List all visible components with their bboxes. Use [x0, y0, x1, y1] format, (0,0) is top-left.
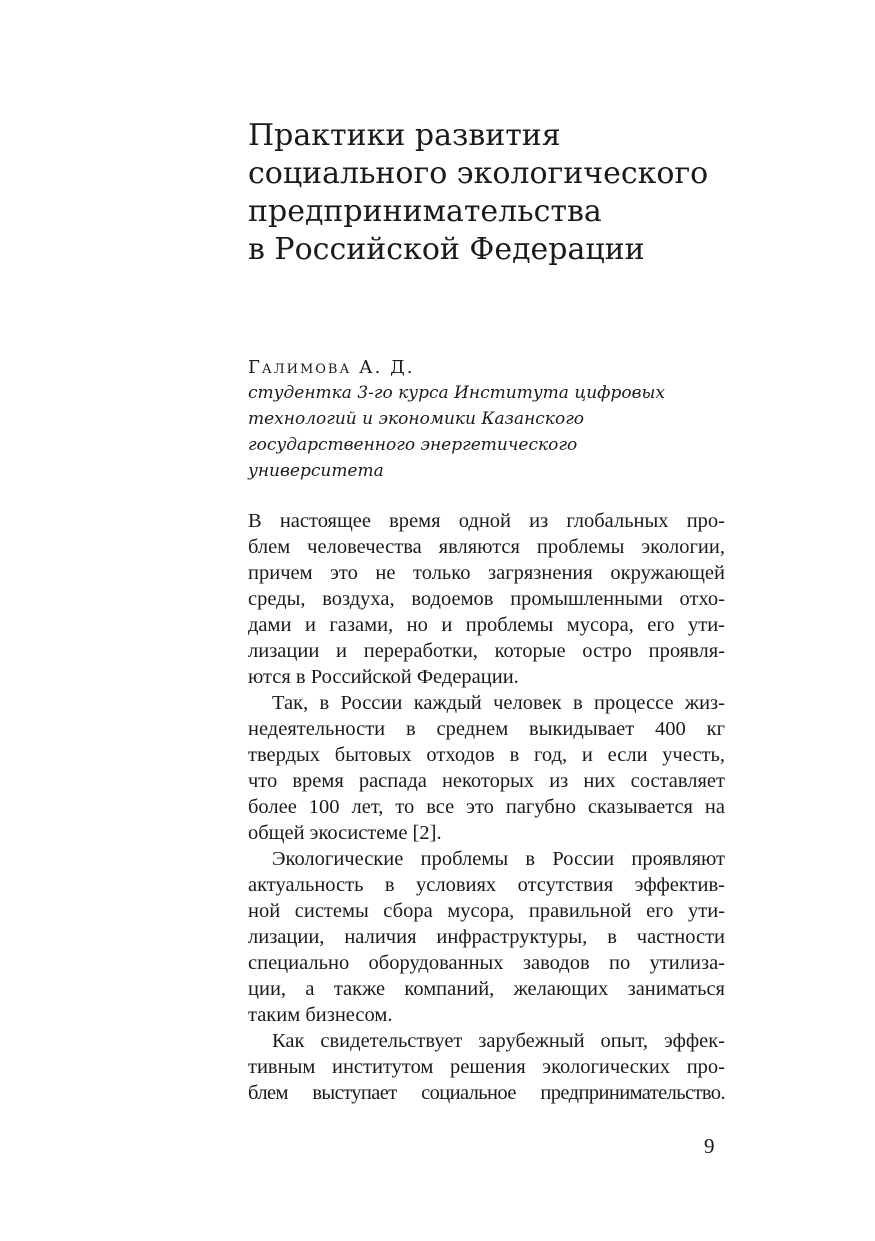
text-line: таким бизнесом. — [248, 1004, 393, 1026]
text-line: среды, воздуха, водоемов промышленными отхо- — [248, 588, 725, 610]
text-line: специально оборудованных заводов по утилиза- — [248, 952, 725, 974]
author-affiliation — [248, 380, 728, 484]
text-line: лизации и переработки, которые остро проявля- — [248, 640, 725, 662]
text-line: недеятельности в среднем выкидывает 400 кг — [248, 718, 725, 740]
text-line: общей экосистеме [2]. — [248, 822, 442, 844]
paragraph-1 — [248, 508, 725, 690]
article-title — [248, 117, 748, 269]
title-line: Практики развития — [248, 118, 561, 153]
text-line: Экологические проблемы в России проявляют — [272, 848, 725, 870]
text-line: Как свидетельствует зарубежный опыт, эффек- — [272, 1030, 725, 1052]
text-line: лизации, наличия инфраструктуры, в частности — [248, 926, 725, 948]
text-line: Так, в России каждый человек в процессе жиз- — [272, 692, 725, 714]
affiliation-line: государственного энергетического — [248, 435, 578, 455]
title-line: в Российской Федерации — [248, 232, 645, 267]
text-line: ной системы сбора мусора, правильной его ути- — [248, 900, 725, 922]
paragraph-2 — [248, 690, 725, 846]
text-line: твердых бытовых отходов в год, и если учесть, — [248, 744, 725, 766]
paragraph-4 — [248, 1028, 725, 1106]
text-line: актуальность в условиях отсутствия эффектив- — [248, 874, 725, 896]
title-line: предпринимательства — [248, 194, 602, 229]
text-line: В настоящее время одной из глобальных про- — [248, 510, 725, 532]
affiliation-line: студентка 3-го курса Института цифровых — [248, 383, 665, 403]
text-line: тивным институтом решения экологических про- — [248, 1056, 725, 1078]
text-line: ции, а также компаний, желающих заниматься — [248, 978, 725, 1000]
text-line: ются в Российской Федерации. — [248, 666, 519, 688]
affiliation-line: университета — [248, 461, 384, 481]
text-line: что время распада некоторых из них составляет — [248, 770, 725, 792]
text-line: причем это не только загрязнения окружающей — [248, 562, 725, 584]
paragraph-3 — [248, 846, 725, 1028]
article-body — [248, 508, 725, 1106]
page-number: 9 — [704, 1134, 715, 1158]
text-line: блем человечества являются проблемы экологии, — [248, 536, 725, 558]
author-name: Галимова А. Д. — [248, 357, 415, 378]
title-line: социального экологического — [248, 156, 709, 191]
text-line: блем выступает социальное предпринимательство. — [248, 1082, 725, 1104]
text-line: дами и газами, но и проблемы мусора, его ути- — [248, 614, 725, 636]
affiliation-line: технологий и экономики Казанского — [248, 409, 585, 429]
text-line: более 100 лет, то все это пагубно сказывается на — [248, 796, 725, 818]
